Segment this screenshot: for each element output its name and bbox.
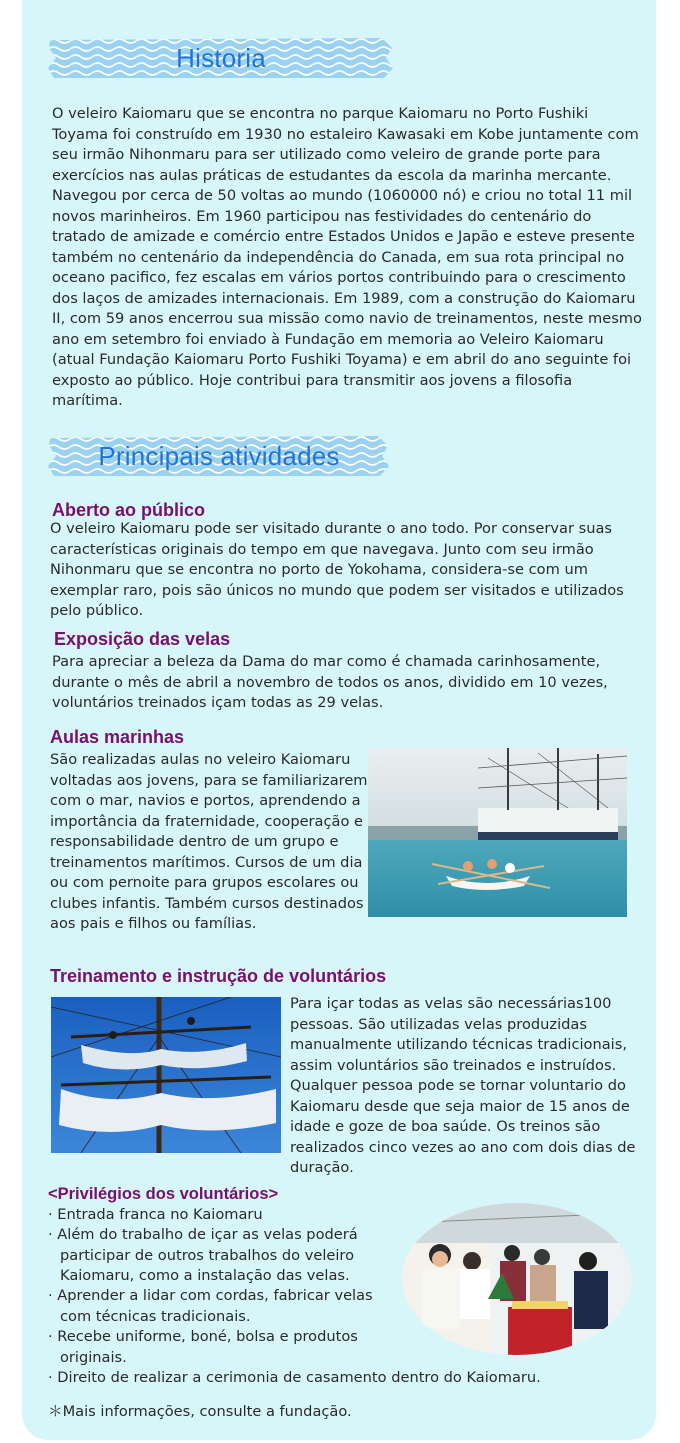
exposicao-heading: Exposição das velas <box>54 629 231 649</box>
note-text: ＊Mais informações, consulte a fundação. <box>48 1403 352 1420</box>
rowing-boat-photo <box>368 748 627 917</box>
historia-text: O veleiro Kaiomaru que se encontra no parque Kaiomaru no Porto Fushiki Toyama foi construído em 1930 no estaleiro Kawasaki em Kobe juntamente com seu irmão Nihonmaru para ser utilizado como veleiro de grande porte para exercícios nas aulas práticas de estudantes da escola da marinha mercante. Navegou por cerca de 50 voltas ao mundo (1060000 nó) e criou no total 11 mil novos marinheiros. Em 1960 participou nas festividades do centenário do tratado de amizade e comércio entre Estados Unidos e Japão e esteve presente também no centenário da independência do Canada, em sua rota principal no oceano pacifico, fez escalas em vários portos contribuindo para o crescimento dos laços de amizades internacionais. Em 1989, com a construção do Kaiomaru II, com 59 anos encerrou sua missão como navio de treinamentos, neste mesmo ano em setembro foi enviado à Fundação em memoria ao Veleiro Kaiomaru (atual Fundação Kaiomaru Porto Fushiki Toyama) e em abril do ano seguinte foi exposto ao público. Hoje contribui para transmitir aos jovens a filosofia marítima. <box>52 105 642 409</box>
privilegios-heading: <Privilégios dos voluntários> <box>48 1185 279 1203</box>
treinamento-heading: Treinamento e instrução de voluntários <box>50 966 387 986</box>
privilegio-item: · Entrada franca no Kaiomaru <box>48 1206 263 1223</box>
privilegio-item: · Além do trabalho de içar as velas poderá participar de outros trabalhos do veleiro Kaiomaru, como a instalação das velas. <box>48 1226 358 1284</box>
atividades-banner <box>48 434 390 478</box>
historia-title: Historia <box>176 43 266 73</box>
historia-banner <box>48 36 394 80</box>
aberto-heading: Aberto ao público <box>52 500 205 520</box>
mast-sails-photo <box>51 997 281 1153</box>
aulas-text: São realizadas aulas no veleiro Kaiomaru voltadas aos jovens, para se familiarizarem com o mar, navios e portos, aprendendo a importância da fraternidade, cooperação e responsabilidade dentro de um grupo e treinamentos marítimos. Cursos de um dia ou com pernoite para grupos escolares ou clubes infantis. Também cursos destinados aos pais e filhos ou famílias. <box>50 751 368 932</box>
privilegio-item: · Recebe uniforme, boné, bolsa e produtos originais. <box>48 1328 358 1366</box>
aulas-heading: Aulas marinhas <box>50 727 185 747</box>
aberto-text: O veleiro Kaiomaru pode ser visitado durante o ano todo. Por conservar suas características originais do tempo em que navegava. Junto com seu irmão Nihonmaru que se encontra no porto de Yokohama, considera-se com um exemplar raro, pois são únicos no mundo que podem ser visitados e utilizados pelo público. <box>50 520 624 619</box>
privilegio-item: · Direito de realizar a cerimonia de casamento dentro do Kaiomaru. <box>48 1369 541 1386</box>
privilegio-item: · Aprender a lidar com cordas, fabricar velas com técnicas tradicionais. <box>48 1287 373 1325</box>
atividades-title: Principais atividades <box>98 441 340 471</box>
treinamento-text: Para içar todas as velas são necessárias100 pessoas. São utilizadas velas produzidas manualmente utilizando técnicas tradicionais, assim voluntários são treinados e instruídos. Qualquer pessoa pode se tornar voluntario do Kaiomaru desde que seja maior de 15 anos de idade e goze de boa saúde. Os treinos são realizados cinco vezes ao ano com dois dias de duração. <box>290 995 636 1176</box>
wedding-ceremony-photo <box>402 1203 632 1355</box>
exposicao-text: Para apreciar a beleza da Dama do mar como é chamada carinhosamente, durante o mês de abril a novembro de todos os anos, dividido em 10 vezes, voluntários treinados içam todas as 29 velas. <box>52 653 608 711</box>
